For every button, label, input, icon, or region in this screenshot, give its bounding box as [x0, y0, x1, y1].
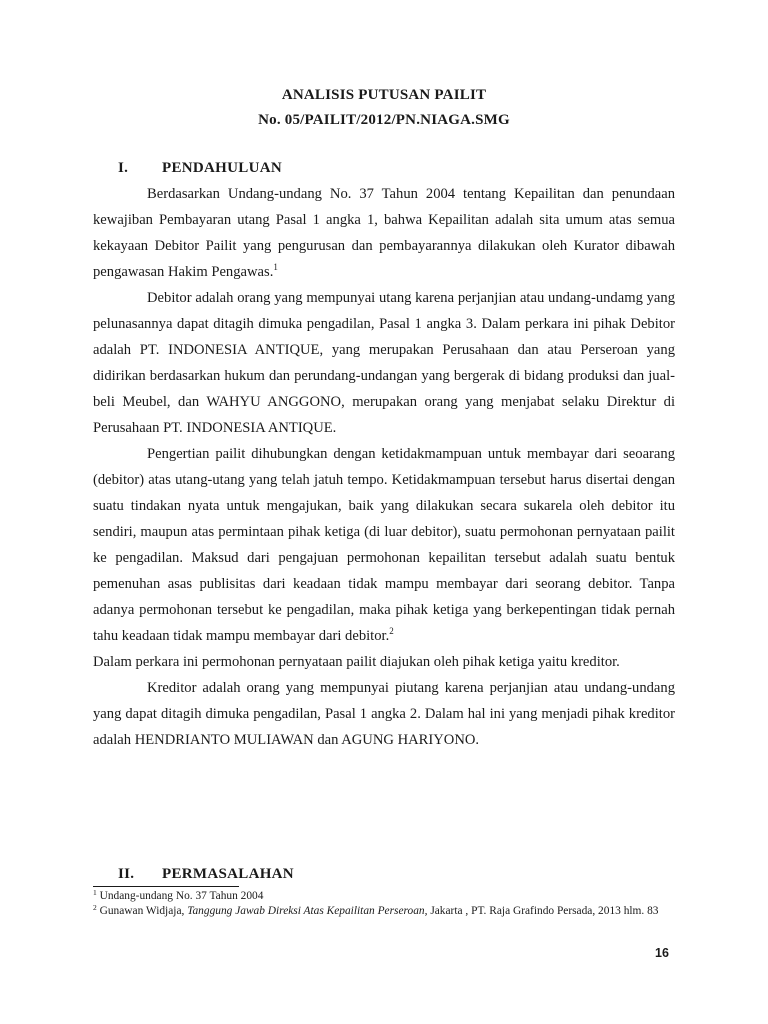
footnote [93, 904, 675, 919]
footnote-ref: 1 [273, 262, 278, 272]
footnote-number: 1 [93, 888, 97, 897]
footnote [93, 889, 675, 904]
section-heading-permasalahan [118, 866, 294, 883]
footnote-book-title: Tanggung Jawab Direksi Atas Kepailitan Perseroan, [187, 905, 428, 917]
section-heading-pendahuluan [118, 160, 282, 177]
paragraph-text: Kreditor adalah orang yang mempunyai piutang karena perjanjian atau undang-undang yang dapat ditagih dimuka pengadilan, Pasal 1 angka 2. Dalam hal ini yang menjadi pihak kreditor adalah HENDRIANTO MULIAWAN dan AGUNG HARIYONO. [93, 680, 675, 748]
section-number: II. [118, 866, 135, 882]
page-number: 16 [655, 946, 669, 960]
paragraph [93, 285, 675, 441]
footnote-number: 2 [93, 903, 97, 912]
paragraph [93, 181, 675, 285]
footnote-text: Undang-undang No. 37 Tahun 2004 [99, 890, 264, 902]
footnote-author: Gunawan Widjaja, [99, 905, 188, 917]
case-number: No. 05/PAILIT/2012/PN.NIAGA.SMG [258, 112, 510, 128]
paragraph-text: Pengertian pailit dihubungkan dengan ketidakmampuan untuk membayar dari seoarang (debitor) atas utang-utang yang telah jatuh tempo. Ketidakmampuan tersebut harus disertai dengan suatu tindakan nyata untuk mengajukan, baik yang dilakukan secara sukarela oleh debitor itu sendiri, maupun atas permintaan pihak ketiga (di luar debitor), suatu permohonan pernyataan pailit ke pengadilan. Maksud dari pengajuan permohonan kepailitan tersebut adalah suatu bentuk pemenuhan asas publisitas dari keadaan tidak mampu membayar dari seorang debitor. Tanpa adanya permohonan tersebut ke pengadilan, maka pihak ketiga yang berkepentingan tidak pernah tahu keadaan tidak mampu membayar dari debitor. [93, 446, 675, 644]
section-title: PENDAHULUAN [162, 160, 282, 176]
footnotes [93, 889, 675, 919]
paragraph [93, 649, 675, 675]
paragraph-text: Dalam perkara ini permohonan pernyataan pailit diajukan oleh pihak ketiga yaitu kreditor. [93, 654, 620, 670]
paragraph [93, 441, 675, 649]
body-text [93, 181, 675, 753]
footnote-separator [93, 886, 239, 887]
section-number: I. [118, 160, 129, 176]
document-title: ANALISIS PUTUSAN PAILIT [281, 87, 487, 103]
paragraph [93, 675, 675, 753]
footnote-ref: 2 [389, 626, 394, 636]
footnote-publisher: Jakarta , PT. Raja Grafindo Persada, 2013 hlm. 83 [427, 905, 659, 917]
section-title: PERMASALAHAN [162, 866, 294, 882]
paragraph-text: Debitor adalah orang yang mempunyai utang karena perjanjian atau undang-undamg yang pelunasannya dapat ditagih dimuka pengadilan, Pasal 1 angka 3. Dalam perkara ini pihak Debitor adalah PT. INDONESIA ANTIQUE, yang merupakan Perusahaan dan atau Perseroan yang didirikan berdasarkan hukum dan perundang-undangan yang bergerak di bidang produksi dan jual-beli Meubel, dan WAHYU ANGGONO, merupakan orang yang menjabat selaku Direktur di Perusahaan PT. INDONESIA ANTIQUE. [93, 290, 675, 436]
paragraph-text: Berdasarkan Undang-undang No. 37 Tahun 2004 tentang Kepailitan dan penundaan kewajiban Pembayaran utang Pasal 1 angka 1, bahwa Kepailitan adalah sita umum atas semua kekayaan Debitor Pailit yang pengurusan dan pembayarannya dilakukan oleh Kurator dibawah pengawasan Hakim Pengawas. [93, 186, 675, 280]
